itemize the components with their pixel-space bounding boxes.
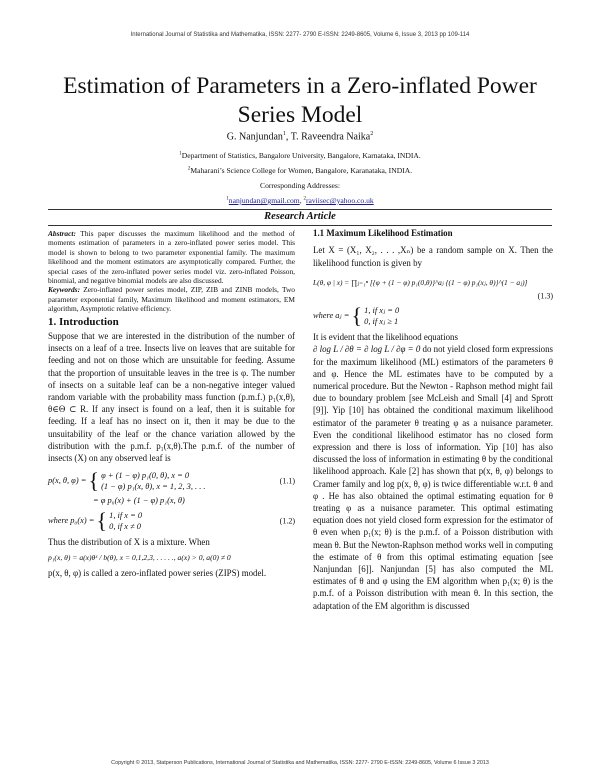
mle-paragraph-2-text: do not yield closed form expressions for the maximum likelihood (ML) estimators of the parameters θ and φ. Hence the ML estimates have to be computed by a numerical procedure. But the Newton - Raphson method might fail due to boundary problem [see McLeish and Small [4] and Sprott [9]]. Yip [10] has obtained the conditional maximum likelihood estimator of the parameter θ treating φ as a nuisance parameter. Even the conditional likelihood estimator has no closed form expression and there is loss of information. Yip [10] has also discussed the loss of information in estimating θ by the conditional likelihood approach. Kale [2] has shown that p(x, θ, φ) belongs to Cramer family and log p(x, θ, φ) is twice differentiable w.r.t. θ and φ . He has also obtained the optimal estimating equation for θ treating φ as a nuisance parameter. This optimal estimating equation does not yield closed form expression for the estimator of θ even when p₁(x; θ) is the p.m.f. of a Poisson distribution with mean θ. But the Newton-Raphson method works well in computing the estimate of θ from this optimal estimating equation [see Nanjundan [6]]. Nanjundan [5] has also computed the ML estimates of θ and φ using the EM algorithm when p₁(x; θ) is the p.m.f. of a Poisson distribution with mean θ. In this section, the adaptation of the EM algorithm is discussed [313,344,554,611]
author-1: G. Nanjundan [226,131,283,143]
eq12-cases [109,510,142,532]
affiliation-1 [0,151,600,160]
eq11-case-1: φ + (1 − φ) p₁(0, θ), x = 0 [101,471,190,481]
intro-paragraph-3: p(x, θ, φ) is called a zero-inflated power series (ZIPS) model. [48,568,267,579]
intro-heading: 1. Introduction [48,315,119,328]
keywords [48,285,295,313]
keywords-text: Zero-inflated power series model, ZIP, ZIB and ZINB models, Two parameter exponential family, Maximum likelihood and moment estimators, EM algorithm, Asymptotic relative efficiency. [48,285,295,314]
email-line [0,196,600,205]
likelihood-equation: ∂ log L / ∂θ = ∂ log L / ∂φ = 0 [313,344,421,355]
top-divider [48,209,552,210]
email-link-1[interactable]: nanjundan@gmail.com [228,196,300,205]
eq11-lhs: p(x, θ, φ) = [48,476,87,486]
equation-p1-definition: p₁(x, θ) = a(x)θˣ / b(θ), x = 0,1,2,3, . . . . ., a(x) > 0, a(0) ≠ 0 [48,552,231,562]
journal-header: International Journal of Statistika and Mathematika, ISSN: 2277- 2790 E-ISSN: 2249-8605, Volume 6, Issue 3, 2013 pp 109-114 [130,32,470,38]
eq11-cases [101,470,205,492]
equation-1-3: L(θ, φ | x) = ∏ⱼ₌₁ⁿ [{φ + (1 − φ) p₁(0,θ)}^aⱼ {(1 − φ) p₁(xⱼ, θ)}^(1 − aⱼ)] [313,277,528,287]
eq12-case-2: 0, if x ≠ 0 [109,521,141,531]
page-footer: Copyright © 2013, Statperson Publications, International Journal of Statistika and Mathematika, ISSN: 2277- 2790 E-ISSN: 2249-8605, Volume 6 Issue 3 2013 [111,760,489,766]
abstract-text: This paper discusses the maximum likelihood and the method of moments estimation of parameters in a zero-inflated power series model. This model is shown to belong to two parameter exponential family. The maximum likelihood and the moment estimators are asymptotically compared. Further, the special cases of the zero-inflated power series model viz. zero-inflated Poisson, binomial, and negative binomial models are also discussed. [48,229,295,286]
where-label: where aⱼ = [313,311,350,321]
authors-line [0,131,600,142]
banner-divider [48,225,552,226]
paper-title: Estimation of Parameters in a Zero-inflated Power Series Model [63,73,537,128]
a-case-2: 0, if xⱼ ≥ 1 [364,317,399,327]
abstract-label: Abstract: [48,229,76,238]
eq13-number: (1.3) [537,291,553,301]
affiliation-2-text: Maharani’s Science College for Women, Bangalore, Karanataka, INDIA. [190,166,413,175]
affiliation-1-text: Department of Statistics, Bangalore University, Bangalore, Karnataka, INDIA. [181,151,421,160]
equation-1-2 [48,507,295,533]
right-column [313,229,553,612]
affiliation-1-sup: 1 [179,151,182,157]
equation-a-definition [313,305,553,327]
left-column [48,229,295,580]
affiliation-2-sup: 2 [187,166,191,172]
author-2-sup: 2 [370,131,374,137]
affiliation-2 [0,166,600,175]
eq11-brace: { [88,468,100,494]
a-brace: { [351,303,363,329]
eq11-number: (1.1) [279,476,295,486]
author-separator: , [285,131,291,143]
eq12-brace: { [96,507,108,533]
mle-paragraph-2 [313,343,553,611]
eq12-pre: where p₀(x) = [48,515,95,525]
corresponding-label: Corresponding Addresses: [260,181,340,190]
a-case-1: 1, if xⱼ = 0 [364,306,400,316]
email-1-sup: 1 [226,196,229,202]
mle-heading: 1.1 Maximum Likelihood Estimation [313,228,453,238]
email-link-2[interactable]: raviisec@yahoo.co.uk [305,196,374,205]
a-cases [364,305,399,327]
mle-paragraph-2a: It is evident that the likelihood equations [313,332,458,343]
eq13-number-row [313,291,553,301]
eq11-case-2: (1 − φ) p₁(x, θ), x = 1, 2, 3, . . . [101,482,206,492]
abstract [48,229,295,285]
intro-paragraph-1: Suppose that we are interested in the distribution of the number of insects on a leaf of a tree. Insects live on leaves that are suitable for feeding and not on those which are unsuitable for feeding. Assume that the proportion of unsuitable leaves in the tree is φ. The number of insects on a suitable leaf can be a non-negative integer valued random variable with the probability mass function (p.m.f.) p₁(x,θ), θ∈Θ ⊂ R. If any insect is found on a leaf, then it is suitable for feeding. If a leaf has no insect on it, then it may be due to the unsuitability of the leaf or the chance variation allowed by the distribution with the p.m.f. p₁(x,θ).The p.m.f. of the number of insects (X) on any observed leaf is [48,331,295,464]
mle-paragraph-1: Let X = (X₁, X₂, . . . ,Xₙ) be a random sample on X. Then the likelihood function is given by [313,245,553,268]
author-2: T. Raveendra Naika [290,131,371,143]
author-1-sup: 1 [282,131,286,137]
equation-1-1 [48,470,295,492]
email-separator: , [299,196,304,205]
keywords-label: Keywords: [48,285,81,295]
email-2-sup: 2 [303,196,306,202]
eq12-case-1: 1, if x = 0 [109,510,143,520]
intro-paragraph-2: Thus the distribution of X is a mixture. When [48,536,210,547]
equation-1-1-line-2: = φ p₀(x) + (1 − φ) p₁(x, θ) [93,496,185,506]
eq12-number: (1.2) [279,516,295,525]
section-banner: Research Article [264,211,336,222]
